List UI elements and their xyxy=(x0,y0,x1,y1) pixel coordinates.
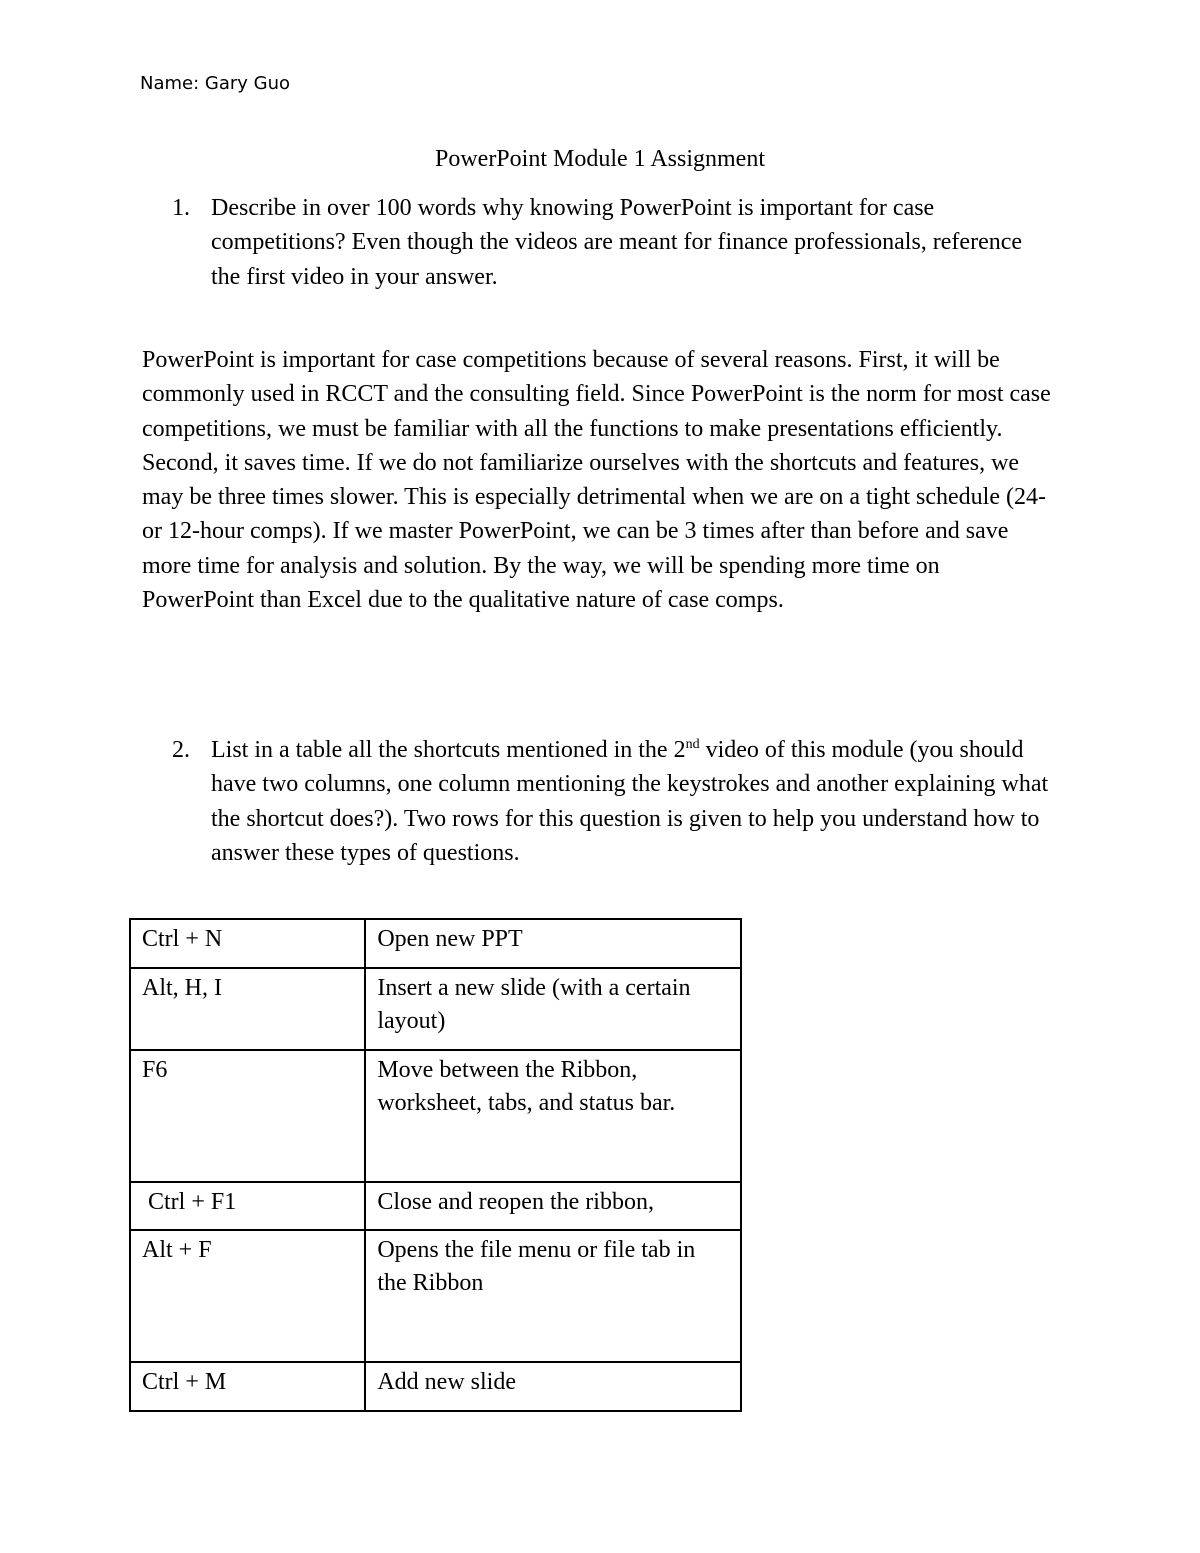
table-row xyxy=(130,919,741,968)
shortcut-keys-cell: Ctrl + N xyxy=(130,919,365,968)
question-2-text xyxy=(172,733,1052,870)
shortcut-keys-cell: F6 xyxy=(130,1050,365,1182)
question-1-text: Describe in over 100 words why knowing PowerPoint is important for case competitions? Even though the videos are meant for finance professionals, reference the first video in your answer. xyxy=(211,195,1023,290)
table-row xyxy=(130,1362,741,1411)
shortcut-description-cell: Open new PPT xyxy=(365,919,741,968)
shortcut-keys-cell: Ctrl + F1 xyxy=(130,1182,365,1230)
question-2-number: 2. xyxy=(172,737,190,763)
question-1-number: 1. xyxy=(172,195,190,221)
shortcuts-table xyxy=(129,918,742,1412)
question-2-ordinal-suffix: nd xyxy=(685,737,700,752)
shortcut-description-cell: Insert a new slide (with a certain layout) xyxy=(365,968,741,1050)
shortcut-description-cell: Opens the file menu or file tab in the Ribbon xyxy=(365,1230,741,1362)
shortcut-description-cell: Move between the Ribbon, worksheet, tabs, and status bar. xyxy=(365,1050,741,1182)
answer-1-paragraph: PowerPoint is important for case competitions because of several reasons. First, it will be commonly used in RCCT and the consulting field. Since PowerPoint is the norm for most case competitions, we must be familiar with all the functions to make presentations efficiently. Second, it saves time. If we do not familiarize ourselves with the shortcuts and features, we may be three times slower. This is especially detrimental when we are on a tight schedule (24- or 12-hour comps). If we master PowerPoint, we can be 3 times after than before and save more time for analysis and solution. By the way, we will be spending more time on PowerPoint than Excel due to the qualitative nature of case comps. xyxy=(142,347,1051,614)
shortcut-description-cell: Add new slide xyxy=(365,1362,741,1411)
page-title: PowerPoint Module 1 Assignment xyxy=(434,146,765,172)
shortcut-keys-cell: Ctrl + M xyxy=(130,1362,365,1411)
shortcut-keys-cell: Alt, H, I xyxy=(130,968,365,1050)
student-name: Name: Gary Guo xyxy=(140,73,291,94)
table-row xyxy=(130,968,741,1050)
table-row xyxy=(130,1230,741,1362)
question-1 xyxy=(172,191,1052,294)
question-2-text-end: video of this module (you should have two columns, one column mentioning the keystrokes and another explaining what the shortcut does?). Two rows for this question is given to help you understand how to answer these types of questions. xyxy=(211,737,1049,866)
question-2-text-start: List in a table all the shortcuts mentioned in the 2 xyxy=(211,737,686,763)
table-row xyxy=(130,1182,741,1230)
shortcut-keys-cell: Alt + F xyxy=(130,1230,365,1362)
shortcut-description-cell: Close and reopen the ribbon, xyxy=(365,1182,741,1230)
question-2 xyxy=(172,733,1052,870)
table-row xyxy=(130,1050,741,1182)
